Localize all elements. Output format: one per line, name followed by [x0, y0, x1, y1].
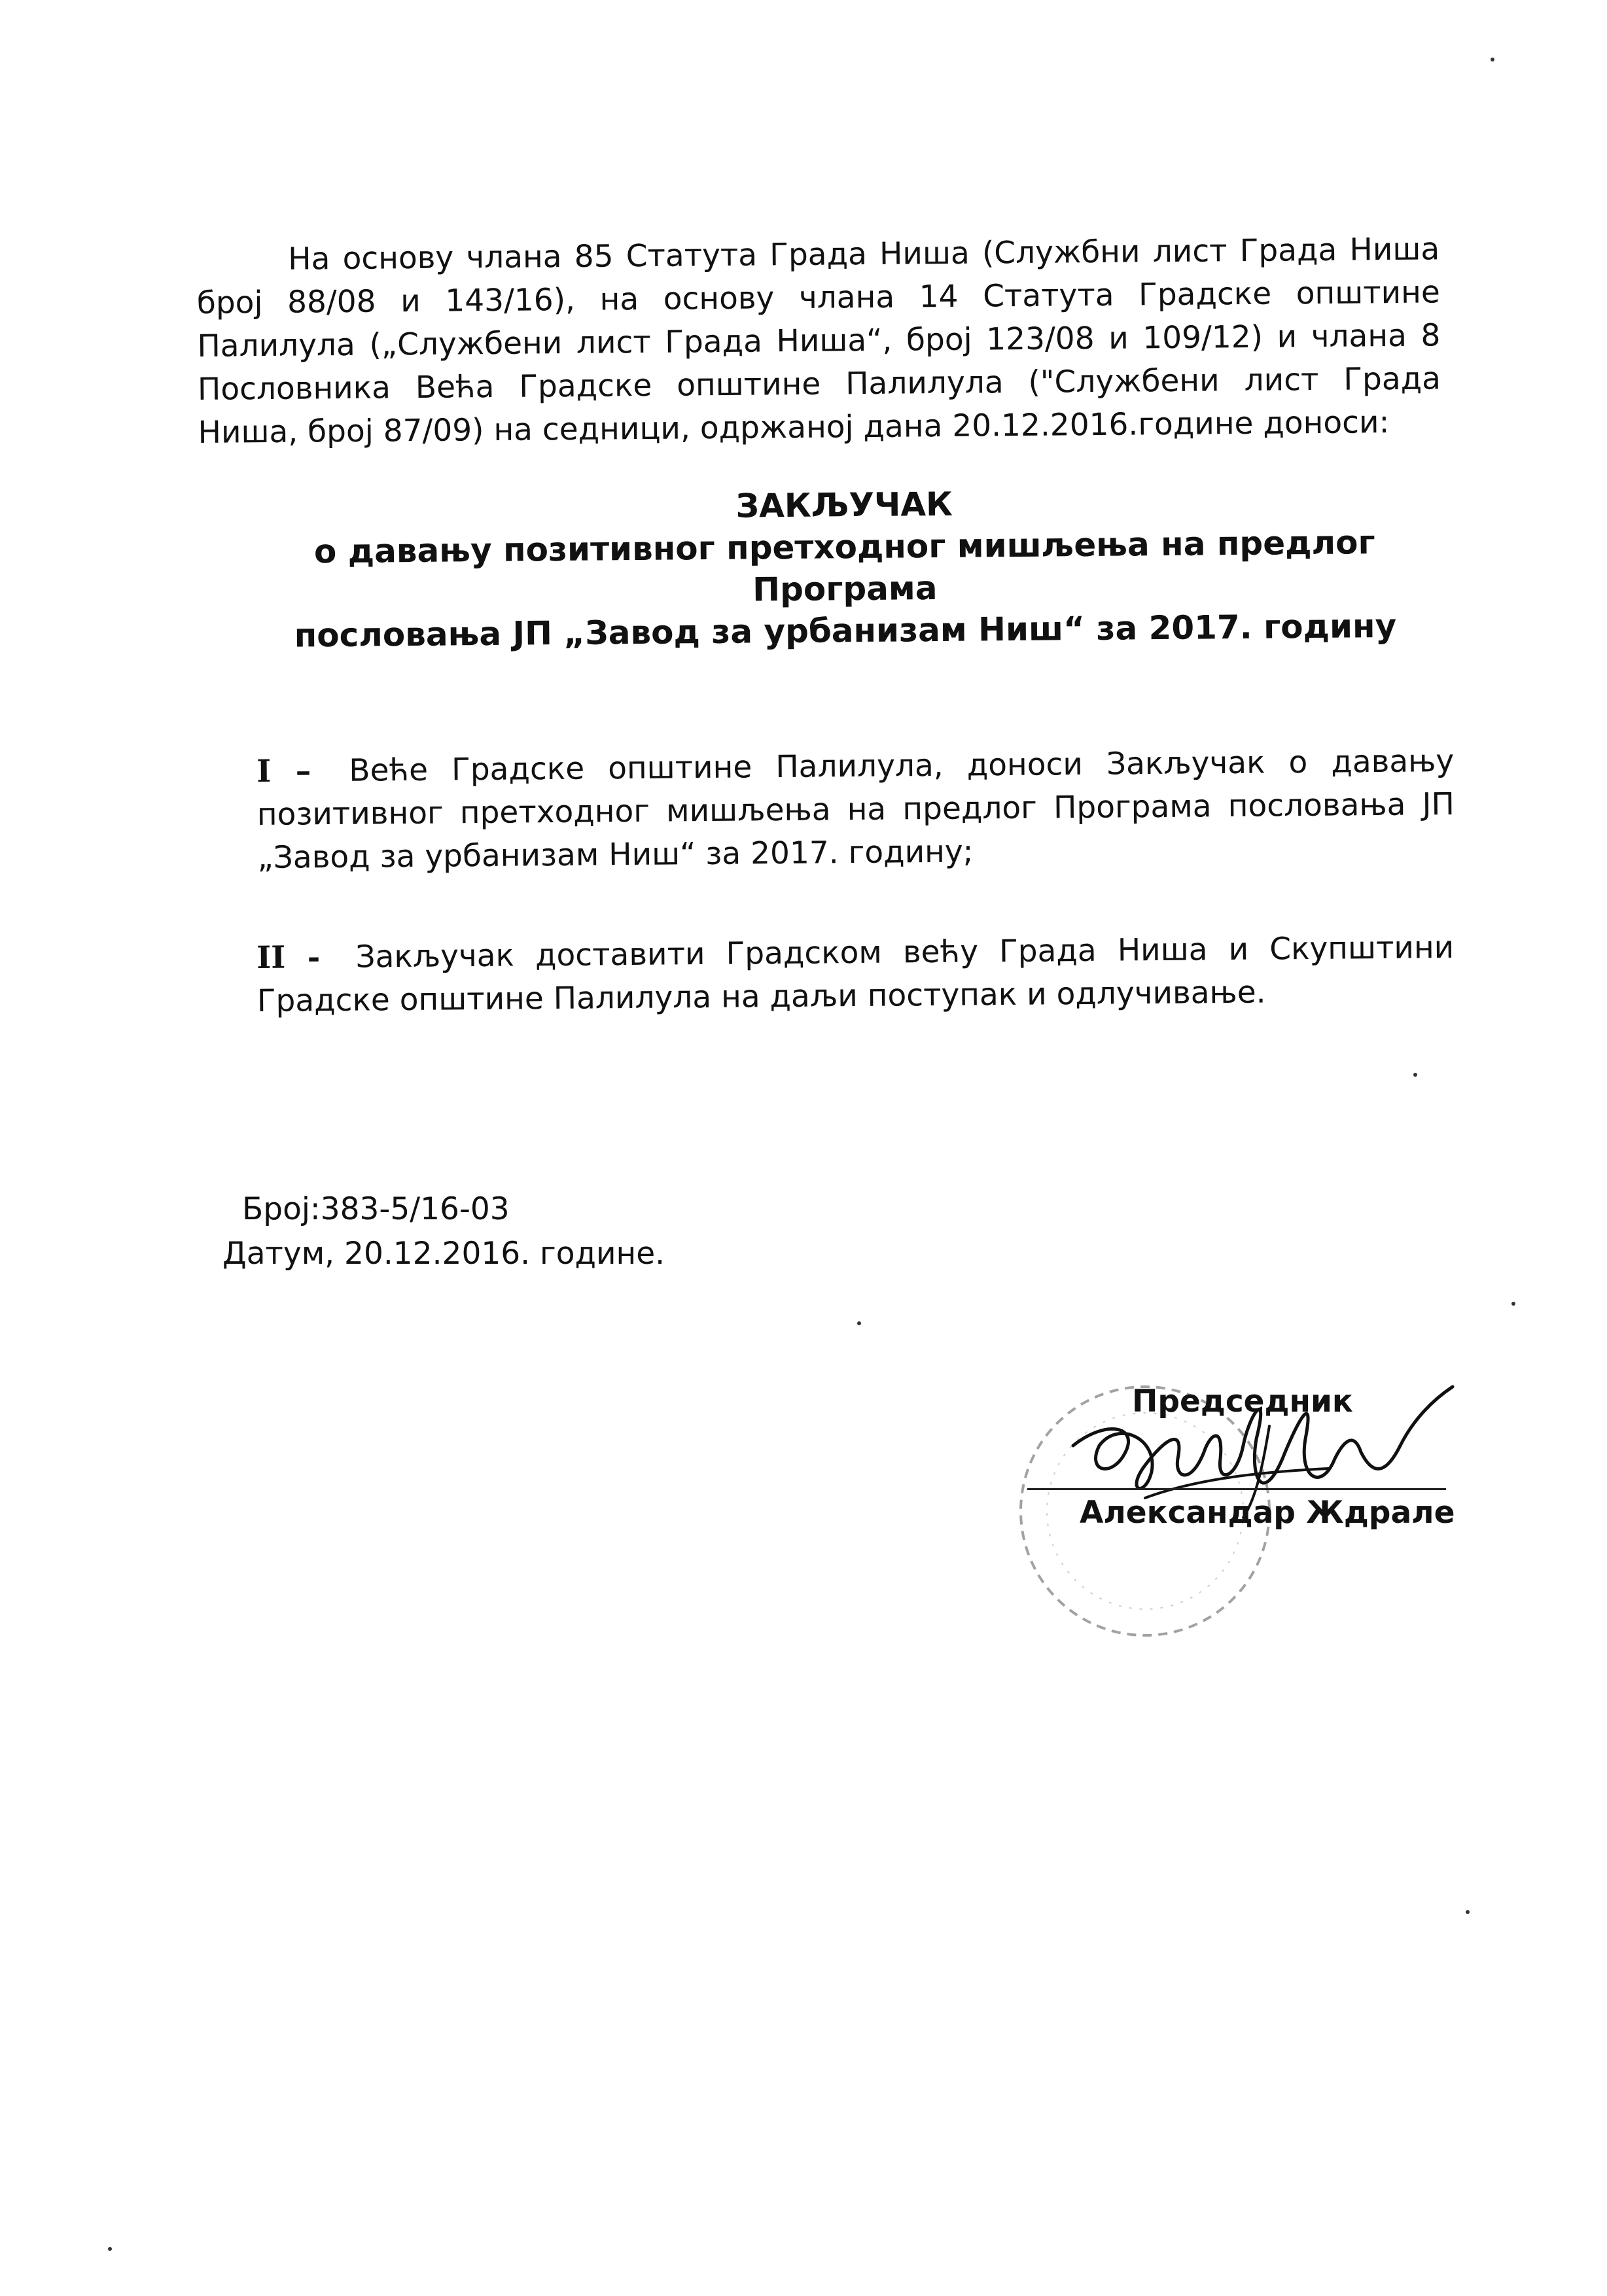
document-date: Датум, 20.12.2016. године. — [222, 1236, 665, 1272]
document-number: Број:383-5/16-03 — [242, 1191, 510, 1227]
clause-one-number: I – — [256, 753, 311, 790]
clause-two-number: II - — [256, 939, 321, 976]
document-title — [262, 479, 1428, 657]
scan-speck — [1511, 1302, 1515, 1306]
scan-speck — [1466, 1910, 1470, 1914]
signatory-title: Председник — [1132, 1383, 1353, 1419]
signatory-name: Александар Ждрале — [1080, 1495, 1455, 1531]
title-subject-line-1: о давању позитивног претходног мишљења на предлог Програма — [313, 523, 1375, 609]
signature-line — [1027, 1488, 1446, 1490]
scan-speck — [1413, 1073, 1417, 1077]
scan-speck — [857, 1321, 861, 1325]
title-heading: ЗАКЉУЧАК — [735, 485, 953, 525]
signature-block — [1008, 1348, 1479, 1661]
reference-block — [222, 1187, 665, 1276]
clause-two-text: Закључак доставити Градском већу Града Ниша и Скупштини Градске општине Палилула на даљи поступак и одлучивање. — [256, 930, 1455, 1019]
clause-one-text: Веће Градске општине Палилула, доноси Закључак о давању позитивног претходног мишљења на предлог Програма пословања ЈП „Завод за урбанизам Ниш“ за 2017. годину; — [256, 743, 1455, 876]
scan-speck — [108, 2247, 112, 2251]
scan-speck — [1491, 58, 1494, 61]
preamble-paragraph: На основу члана 85 Статута Града Ниша (Службни лист Града Ниша број 88/08 и 143/16), на основу члана 14 Статута Градске општине Палилула („Службени лист Града Ниша“, број 123/08 и 109/12) и члана 8 Пословника Већа Градске општине Палилула ("Службени лист Града Ниша, број 87/09) на седници, одржаној дана 20.12.2016.године доноси: — [196, 231, 1441, 451]
clause-two — [256, 926, 1455, 1023]
title-subject-line-2: пословања ЈП „Завод за урбанизам Ниш“ за 2017. годину — [294, 606, 1397, 655]
clause-one — [256, 740, 1455, 880]
